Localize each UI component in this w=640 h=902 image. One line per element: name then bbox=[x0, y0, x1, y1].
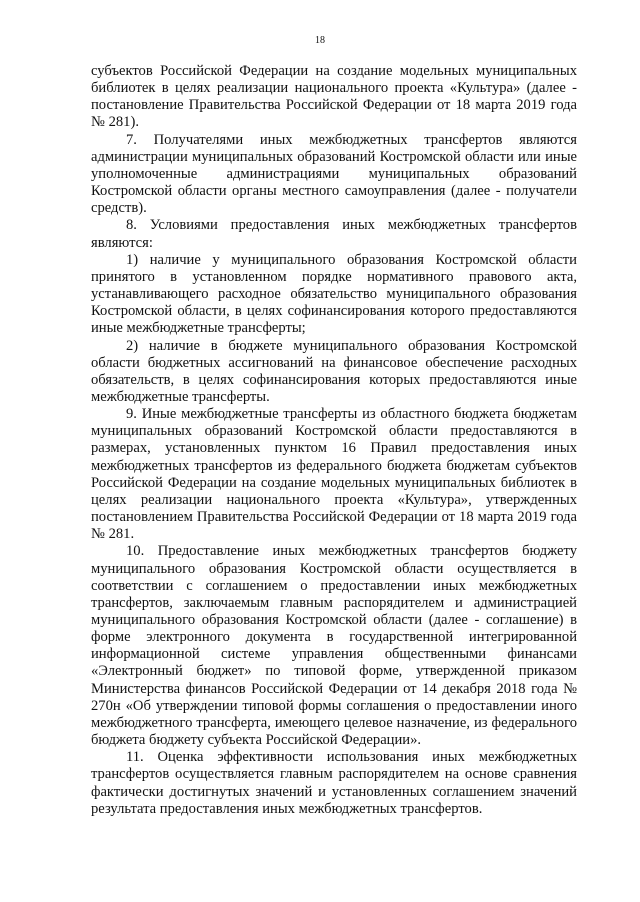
paragraph-subitem-1: 1) наличие у муниципального образования Костромской области принятого в установленном порядке нормативного правового акта, устанавливающего расходное обязательство муниципального образования Костромской области, в целях софинансирования которого предоставляются иные межбюджетные трансферты; bbox=[91, 251, 577, 337]
paragraph-item-9: 9. Иные межбюджетные трансферты из областного бюджета бюджетам муниципальных образований Костромской области предоставляются в размерах, установленных пунктом 16 Правил предоставления иных межбюджетных трансфертов из федерального бюджета бюджетам субъектов Российской Федерации на создание модельных муниципальных библиотек в целях реализации национального проекта «Культура», утвержденных постановлением Правительства Российской Федерации от 18 марта 2019 года № 281. bbox=[91, 406, 577, 543]
paragraph-continuation: субъектов Российской Федерации на создание модельных муниципальных библиотек в целях реализации национального проекта «Культура» (далее - постановление Правительства Российской Федерации от 18 марта 2019 года № 281). bbox=[91, 63, 577, 131]
document-body bbox=[91, 63, 577, 818]
page-number: 18 bbox=[315, 35, 325, 46]
paragraph-item-10: 10. Предоставление иных межбюджетных трансфертов бюджету муниципального образования Костромской области осуществляется в соответствии с соглашением о предоставлении иных межбюджетных трансфертов, заключаемым главным распорядителем и администрацией муниципального образования Костромской области (далее - соглашение) в форме электронного документа в государственной интегрированной информационной системе управления общественными финансами «Электронный бюджет» по типовой форме, утвержденной приказом Министерства финансов Российской Федерации от 14 декабря 2018 года № 270н «Об утверждении типовой формы соглашения о предоставлении иного межбюджетного трансферта, имеющего целевое назначение, из федерального бюджета бюджету субъекта Российской Федерации». bbox=[91, 543, 577, 749]
paragraph-item-8: 8. Условиями предоставления иных межбюджетных трансфертов являются: bbox=[91, 217, 577, 251]
paragraph-subitem-2: 2) наличие в бюджете муниципального образования Костромской области бюджетных ассигнований на финансовое обеспечение расходных обязательств, в целях софинансирования которых предоставляются иные межбюджетные трансферты. bbox=[91, 337, 577, 405]
paragraph-item-7: 7. Получателями иных межбюджетных трансфертов являются администрации муниципальных образований Костромской области или иные уполномоченные администрациями муниципальных образований Костромской области органы местного самоуправления (далее - получатели средств). bbox=[91, 131, 577, 217]
paragraph-item-11: 11. Оценка эффективности использования иных межбюджетных трансфертов осуществляется главным распорядителем на основе сравнения фактически достигнутых значений и установленных соглашением значений результата предоставления иных межбюджетных трансфертов. bbox=[91, 749, 577, 817]
